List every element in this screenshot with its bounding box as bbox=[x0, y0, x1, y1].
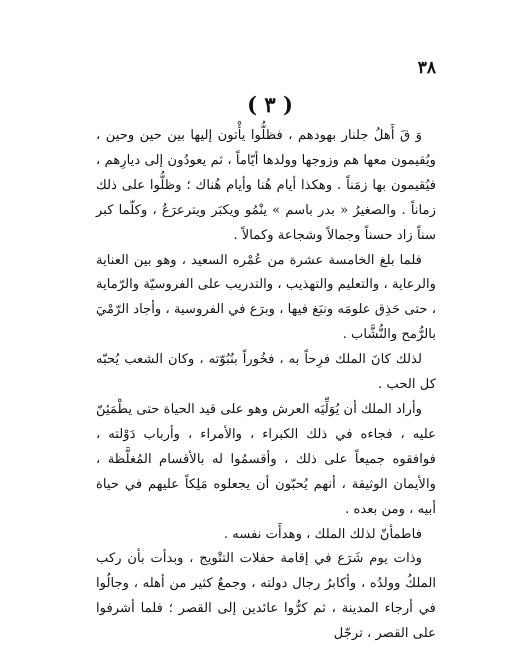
paragraph: وأراد الملك أن يُوَلِّيَه العرش وهو على قيد الحياة حتى يطْمَئِنّ عليه ، فجاءه في ذلك الكبراء ، والأمراء ، وأرباب دَوْلته ، فوافقوه جميعاً على ذلك ، وأقسمُوا له بالأقسام المُغلَّظة ، والأيمان الوثيقة ، أنهم يُحبّون أن يجعلوه مَلِكاً عليهم في حياة أبيه ، ومن بعده . bbox=[96, 401, 436, 517]
paragraph: وذات يوم شَرَع في إقامة حفلات التتْويج ، وبدأت بأن ركب الملكُ وولدُه ، وأكابرُ رجال دولته ، وجمعٌ كثير من أهله ، وجالُوا في أرجاء المدينة ، ثم كرُّوا عائدين إلى القصر ؛ فلما أشرفوا على القصر ، ترجّل bbox=[96, 551, 436, 642]
chapter-number: ( ٣ ) bbox=[247, 92, 293, 117]
paragraph: فاطمأنّ لذلك الملك ، وهدأَت نفسه . bbox=[223, 526, 422, 542]
paragraph: لذلك كانَ الملك فرِحاً به ، فخُوراً بنُبُوّته ، وكان الشعب يُحبّه كل الحب . bbox=[96, 352, 436, 393]
body-text bbox=[96, 124, 436, 647]
page-number: ٣٨ bbox=[417, 58, 436, 78]
paragraph: فلما بلغ الخامسة عشرة من عُمْره السعيد ، وهو بين العناية والرعاية ، والتعليم والتهذيب ، والتدريب على الفروسيّة والرّماية ، حتى حَذِق علومَه ونبَغ فيها ، وبرَع في الفروسية ، وأجاد الرّمْيَ بالرُّمح والنُّشَّاب . bbox=[96, 252, 436, 343]
paragraph: وَ قَ أَهلُ جلنار بهودهم ، فظلُّوا يأْتون إليها بين حين وحين ، ويُقيمون معها هم وزوجها وولدها أيّاماً ، ثم يعودُون إلى ديارِهم ، فيُقيمون بها زمَناً . وهكذا أيام هُنا وأيام هُناك ؛ وظلُّوا على ذلك زماناً . والصغيرُ « بدر باسم » ينْمُو ويكبَر ويترعرَعُ ، وكلّما كبر سناً زاد حسناً وجمالاً وشجاعة وكمالاً . bbox=[96, 128, 436, 243]
